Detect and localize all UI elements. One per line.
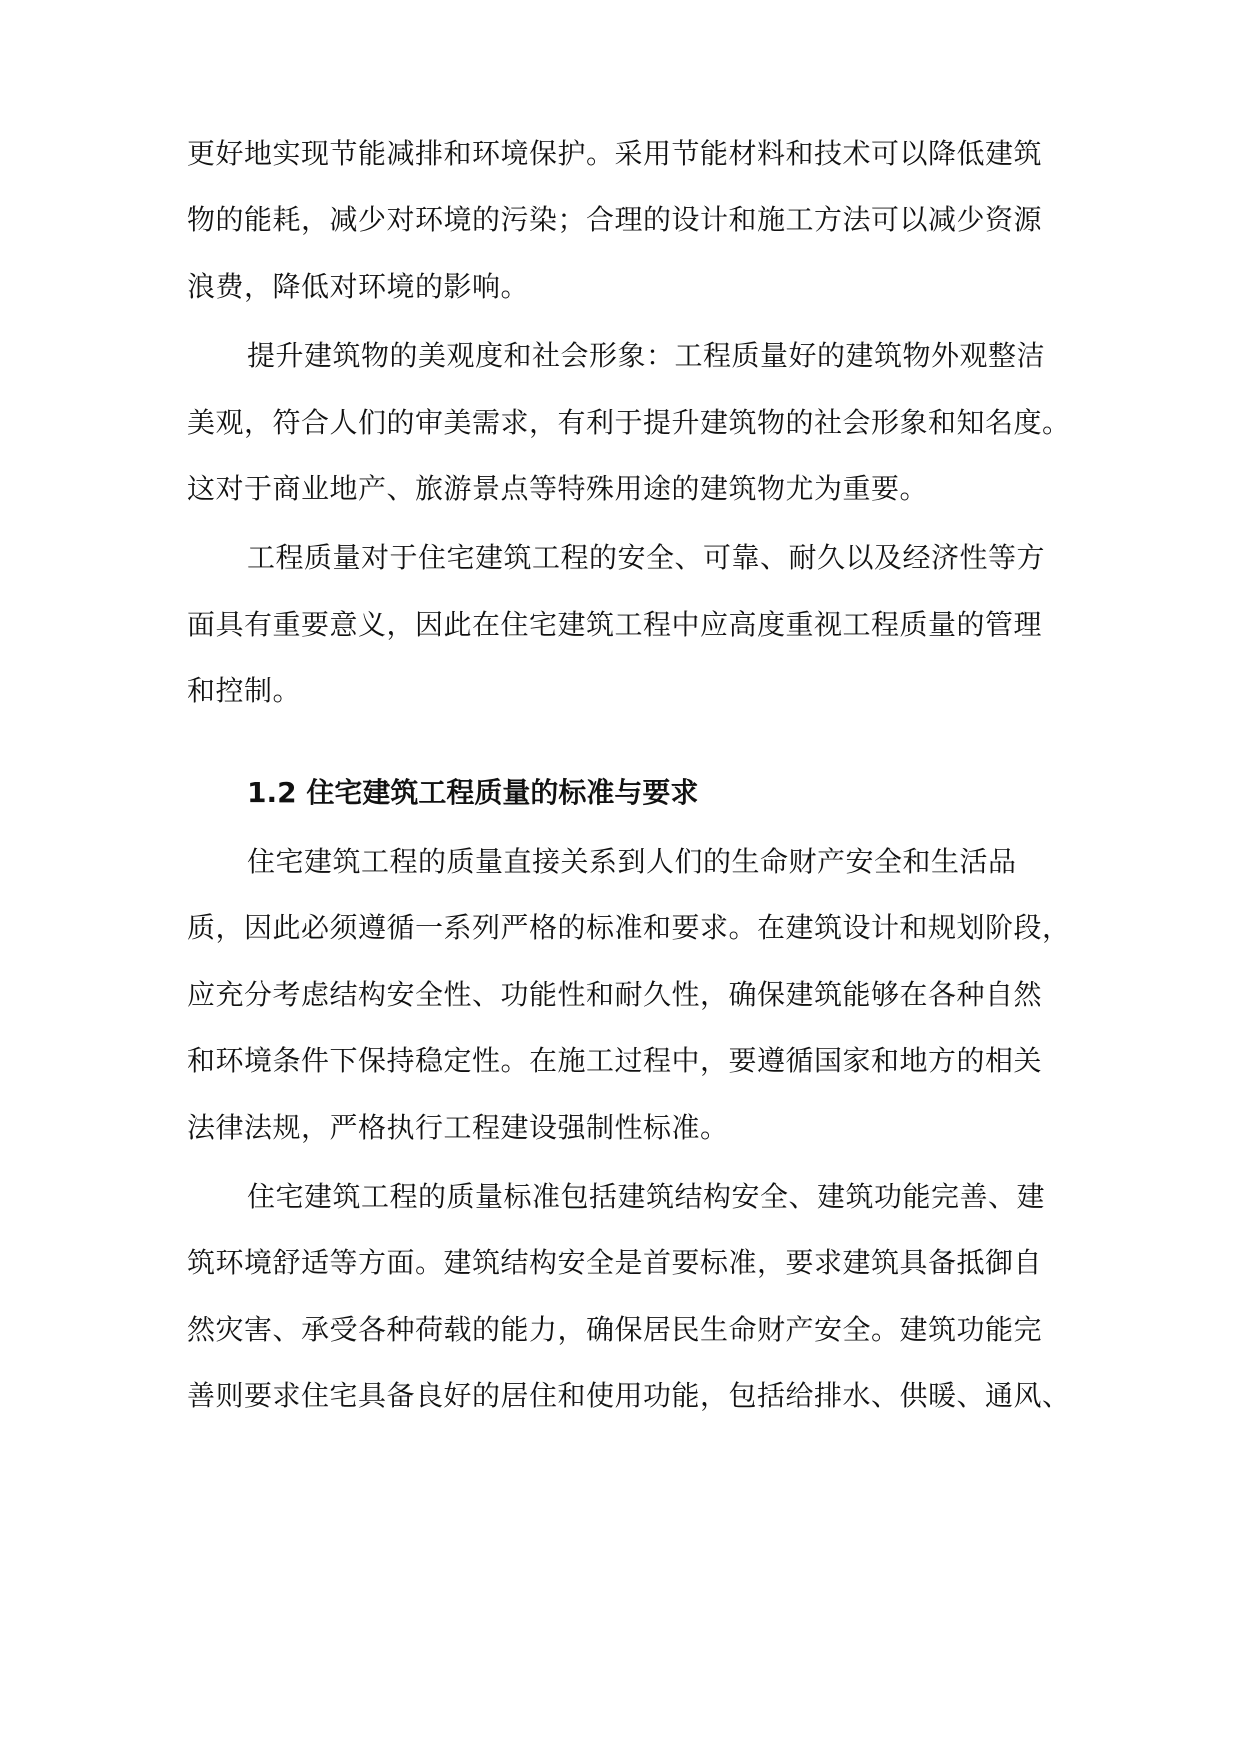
- paragraph-line: 浪费，降低对环境的影响。: [187, 270, 530, 303]
- paragraph-line: 面具有重要意义，因此在住宅建筑工程中应高度重视工程质量的管理: [187, 608, 1043, 641]
- paragraph-line: 美观，符合人们的审美需求，有利于提升建筑物的社会形象和知名度。: [187, 406, 1071, 439]
- paragraph-line: 筑环境舒适等方面。建筑结构安全是首要标准，要求建筑具备抵御自: [187, 1246, 1043, 1279]
- paragraph-line: 质，因此必须遵循一系列严格的标准和要求。在建筑设计和规划阶段，: [187, 911, 1071, 944]
- paragraph-line: 住宅建筑工程的质量直接关系到人们的生命财产安全和生活品: [247, 845, 1017, 878]
- paragraph-line: 应充分考虑结构安全性、功能性和耐久性，确保建筑能够在各种自然: [187, 978, 1043, 1011]
- paragraph-line: 和环境条件下保持稳定性。在施工过程中，要遵循国家和地方的相关: [187, 1044, 1043, 1077]
- paragraph-line: 和控制。: [187, 674, 302, 707]
- paragraph-line: 然灾害、承受各种荷载的能力，确保居民生命财产安全。建筑功能完: [187, 1313, 1043, 1346]
- paragraph-line: 更好地实现节能减排和环境保护。采用节能材料和技术可以降低建筑: [187, 137, 1043, 170]
- paragraph-line: 善则要求住宅具备良好的居住和使用功能，包括给排水、供暖、通风、: [187, 1379, 1071, 1412]
- paragraph-line: 工程质量对于住宅建筑工程的安全、可靠、耐久以及经济性等方: [247, 541, 1046, 574]
- section-heading: 1.2 住宅建筑工程质量的标准与要求: [247, 776, 699, 809]
- paragraph-line: 法律法规，严格执行工程建设强制性标准。: [187, 1111, 729, 1144]
- paragraph-line: 物的能耗，减少对环境的污染；合理的设计和施工方法可以减少资源: [187, 203, 1043, 236]
- paragraph-line: 这对于商业地产、旅游景点等特殊用途的建筑物尤为重要。: [187, 472, 929, 505]
- paragraph-line: 住宅建筑工程的质量标准包括建筑结构安全、建筑功能完善、建: [247, 1180, 1046, 1213]
- paragraph-line: 提升建筑物的美观度和社会形象：工程质量好的建筑物外观整洁: [247, 339, 1046, 372]
